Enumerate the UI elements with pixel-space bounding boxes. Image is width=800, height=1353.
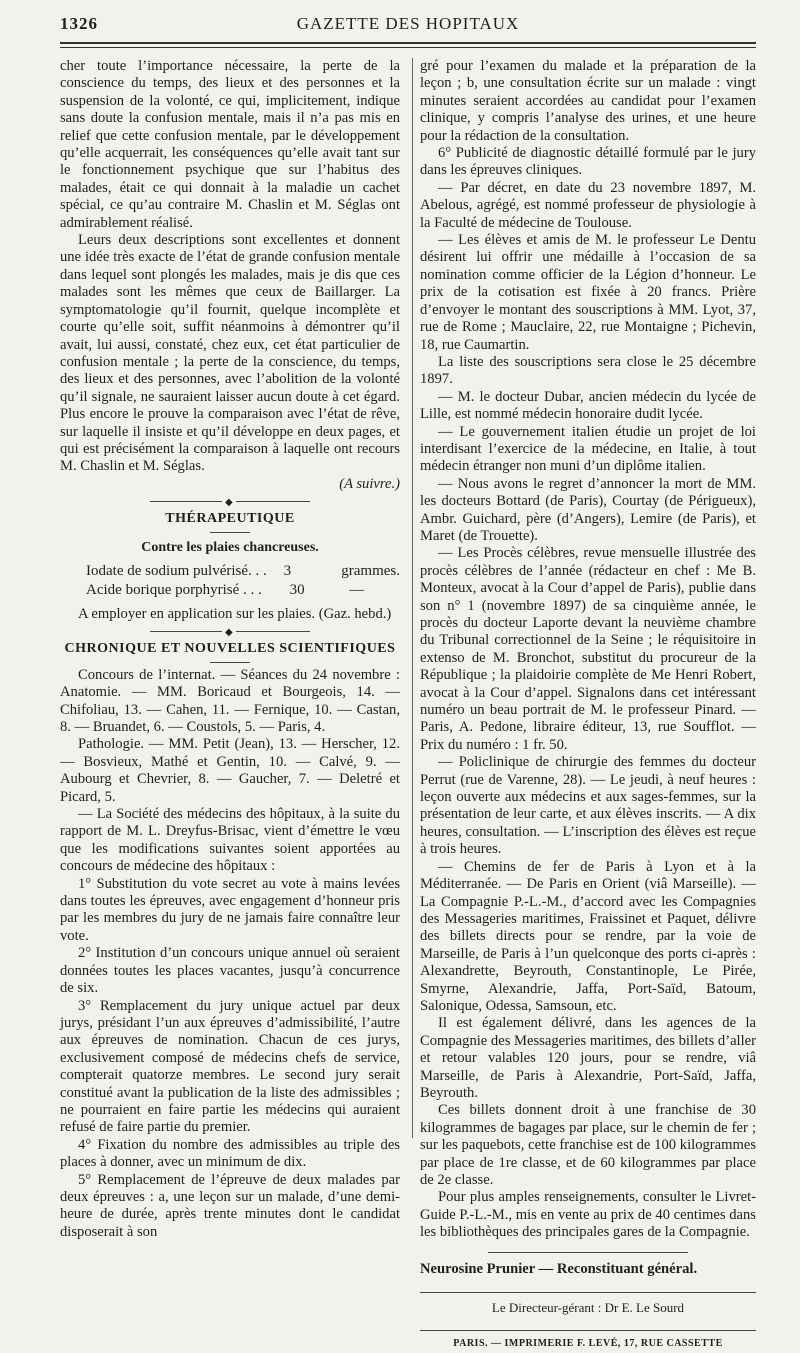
formula-row — [60, 562, 400, 581]
paragraph-concours: Concours de l’internat. — Séances du 24 novembre : Anatomie. — MM. Boricaud et Bourgeois, 14. — Chifoliau, 13. — Cahen, 11. — Fernique, 10. — Castan, 8. — Bruandet, 6. — Coustols, 5. — Paris, 4. — [60, 666, 400, 735]
list-item: 5° Remplacement de l’épreuve de deux malades par deux épreuves : a, une leçon sur un malade, d’une demi-heure de durée, après trente minutes dont le candidat disposerait à son — [60, 1171, 400, 1240]
paragraph-chemins: Pour plus amples renseignements, consulter le Livret-Guide P.-L.-M., mis en vente au prix de 40 centimes dans les bibliothèques des principales gares de la Compagnie. — [420, 1189, 756, 1241]
formula-quantity: 30 — [289, 581, 305, 598]
left-column — [60, 58, 400, 1241]
managing-director: Le Directeur-gérant : Dr E. Le Sourd — [491, 1300, 685, 1316]
list-item: 2° Institution d’un concours unique annuel où seraient données toutes les places vacantes, jusqu’à concurrence de six. — [60, 945, 400, 997]
paragraph-dubar: — M. le docteur Dubar, ancien médecin du lycée de Lille, est nommé médecin honoraire dudit lycée. — [420, 388, 756, 423]
right-column — [420, 58, 756, 1353]
section-separator — [150, 631, 310, 632]
paragraph-chemins: Ces billets donnent droit à une franchise de 30 kilogrammes de bagages par place, sur le chemin de fer ; sur les paquebots, cette franchise est de 100 kilogrammes par place de 1re classe, et de 60 kilogrammes par place de 2e classe. — [420, 1102, 756, 1188]
column-divider — [412, 58, 413, 1138]
formula-unit: grammes. — [341, 562, 400, 579]
short-rule — [210, 662, 250, 663]
page-number: 1326 — [60, 14, 98, 33]
paragraph-policlinique: — Policlinique de chirurgie des femmes du docteur Perrut (rue de Varenne, 28). — Le jeudi, à neuf heures : leçon ouverte aux médecins et aux sages-femmes, sur la présentation de leur carte, et aux élèves inscrits. — A dix heures, consultation. — L’inscription des élèves est reçue à trois heures. — [420, 754, 756, 858]
list-item: 1° Substitution du vote secret au vote à mains levées dans toutes les épreuves, avec engagement d’honneur pris par les membres du jury de ne jamais faire connaître leur vote. — [60, 875, 400, 944]
footer-rule — [420, 1330, 756, 1331]
short-rule — [210, 532, 250, 533]
paragraph-societe: — La Société des médecins des hôpitaux, à la suite du rapport de M. L. Dreyfus-Brisac, vient d’émettre le vœu que les modifications suivantes soient apportées au concours de médecine des hôpitaux : — [60, 806, 400, 875]
page-header — [60, 14, 756, 38]
section-rule — [488, 1252, 688, 1253]
header-rule — [60, 42, 756, 44]
list-item: 4° Fixation du nombre des admissibles au triple des places à donner, avec un minimum de dix. — [60, 1136, 400, 1171]
paragraph: Leurs deux descriptions sont excellentes et donnent une idée très exacte de l’état de grande confusion mentale dans lequel sont plongés les malades, mais je dis que ces malades sont les mêmes que ceux de Baillarger. La symptomatologie qu’il fournit, quelque incomplète et courte qu’elle soit, suffit néanmoins à démontrer qu’il avait, lui aussi, constaté, chez eux, cet état particulier de confusion mentale ; la perte de la conscience, du temps, des lieux et des personnes, avec l’abolition de la volonté qu’il signale, ne sauraient laisser aucun doute à cet égard. Plus encore le prouve la comparaison avec l’état de rêve, sur laquelle il insiste et qu’il développe en deux pages, et qui est précisément la comparaison à laquelle ont recours M. Chaslin et M. Séglas. — [60, 232, 400, 475]
formula-note: A employer en application sur les plaies. (Gaz. hebd.) — [78, 605, 392, 622]
advertisement-neurosine: Neurosine Prunier — Reconstituant général. — [420, 1260, 698, 1277]
section-title-therapeutique: THÉRAPEUTIQUE — [165, 511, 295, 527]
paragraph-abelous: — Par décret, en date du 23 novembre 1897, M. Abelous, agrégé, est nommé professeur de physiologie à la Faculté de médecine de Toulouse. — [420, 179, 756, 231]
formula-ingredient: Iodate de sodium pulvérisé. . . — [86, 562, 267, 579]
list-item: 6° Publicité de diagnostic détaillé formulé par le jury dans les épreuves cliniques. — [420, 145, 756, 179]
paragraph-dentu-close: La liste des souscriptions sera close le 25 décembre 1897. — [420, 353, 756, 388]
paragraph-italien: — Le gouvernement italien étudie un projet de loi interdisant l’exercice de la médecine, en Italie, à tout médecin étranger non muni d’un diplôme italien. — [420, 423, 756, 475]
footer-rule — [420, 1292, 756, 1293]
section-separator — [150, 501, 310, 502]
section-title-chronique: CHRONIQUE ET NOUVELLES SCIENTIFIQUES — [64, 641, 396, 657]
formula-quantity: 3 — [283, 562, 292, 579]
printer-imprint: PARIS. — IMPRIMERIE F. LEVÉ, 17, RUE CASSETTE — [453, 1338, 723, 1350]
formula-unit: — — [349, 581, 365, 598]
paragraph: cher toute l’importance nécessaire, la perte de la conscience du temps, des lieux et des personnes et la suspension de la volonté, ce qui, implicitement, indique sans doute la confusion mentale, mais il n’a pas mis en relief que cette confusion mentale, par le développement qu’elle acquerrait, les conséquences qu’elle avait tant sur le fonctionnement psychique que sur l’habitus des malades, était ce qui donnait à la maladie un cachet spécial, ce qu’au contraire M. Chaslin et M. Séglas ont admirablement réalisé. — [60, 58, 400, 231]
prescription-formula — [60, 562, 400, 600]
header-rule-thin — [60, 47, 756, 48]
paragraph-chemins: Il est également délivré, dans les agences de la Compagnie des Messageries maritimes, des billets d’aller et retour valables 120 jours, pour se rendre, viâ Marseille, de Paris à Alexandrie, Port-Saïd, Jaffa, Beyrouth. — [420, 1015, 756, 1101]
paragraph-dentu: — Les élèves et amis de M. le professeur Le Dentu désirent lui offrir une médaille à l’occasion de sa nomination comme officier de la Légion d’honneur. Le prix de la cotisation est fixée à 20 francs. Prière d’envoyer le montant des souscriptions à MM. Lyot, 37, rue de Rome ; Mauclaire, 22, rue Montaigne ; Pichevin, 18, rue Caumartin. — [420, 232, 756, 353]
formula-row — [60, 581, 400, 600]
paragraph-pathologie: Pathologie. — MM. Petit (Jean), 13. — Herscher, 12. — Bosvieux, Mathé et Gentin, 10. — Calvé, 9. — Aubourg et Chevrier, 8. — Gaucher, 7. — Deletré et Picard, 5. — [60, 736, 400, 805]
paragraph: gré pour l’examen du malade et la préparation de la leçon ; b, une consultation écrite sur un malade : vingt minutes seraient accordées au candidat pour l’examen clinique, y compris l’analyse des urines, et une heure pour la rédaction de la consultation. — [420, 58, 756, 144]
journal-title: GAZETTE DES HOPITAUX — [296, 14, 520, 33]
paragraph-chemins: — Chemins de fer de Paris à Lyon et à la Méditerranée. — De Paris en Orient (viâ Marseille). — La Compagnie P.-L.-M., d’accord avec les Compagnies des Messageries maritimes, Fraissinet et Paquet, délivre des billets directs pour se rendre, par la voie de Marseille, de Paris à l’un quelconque des ports ci-après : Alexandrette, Beyrouth, Constantinople, Le Pirée, Smyrne, Alexandrie, Jaffa, Port-Saïd, Batoum, Salonique, Odessa, Samsoun, etc. — [420, 858, 756, 1014]
a-suivre: (A suivre.) — [339, 475, 400, 492]
formula-ingredient: Acide borique porphyrisé . . . — [86, 581, 262, 598]
paragraph-proces: — Les Procès célèbres, revue mensuelle illustrée des procès célèbres de l’année (rédacteur en chef : Me B. Monteux, avocat à la Cour d’appel de Paris), publie dans son n° 1 (novembre 1897) de sa cinquième année, le procès du docteur Laporte devant la neuvième chambre du Tribunal correctionnel de la Seine ; le réquisitoire in extenso de M. Bronchot, substitut du procureur de la République ; la plaidoirie complète de Me Henri Robert, avocat à la Cour d’appel. Signalons dans cet intéressant numéro un beau portrait de M. le professeur Pinard. — Paris, A. Pedone, libraire éditeur, 13, rue Soufflot. — Prix du numéro : 1 fr. 50. — [420, 545, 756, 753]
paragraph-regret: — Nous avons le regret d’annoncer la mort de MM. les docteurs Bottard (de Paris), Courtay (de Périgueux), Ambr. Guichard, père (d’Angers), Lemire (de Paris), et Maret (de Trouette). — [420, 475, 756, 544]
subsection-title: Contre les plaies chancreuses. — [141, 539, 319, 555]
list-item: 3° Remplacement du jury unique actuel par deux jurys, présidant l’un aux épreuves d’admissibilité, l’autre aux épreuves de nomination. Chacun de ces jurys, exclusivement composé de médecins chefs de service, compterait quatorze membres. Le second jury serait constitué avant la publication de la liste des admissibles ; ne pourraient en faire partie les médecins qui auraient refusé de faire partie du premier. — [60, 997, 400, 1136]
